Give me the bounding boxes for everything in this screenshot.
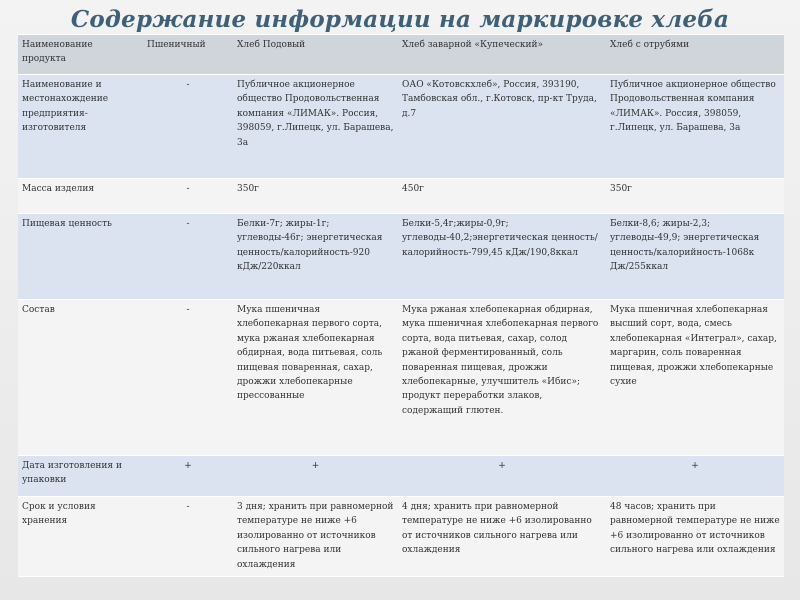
row-label: Наименование и местонахождение предприятия-изготовителя	[18, 75, 143, 179]
slide-title: Содержание информации на маркировке хлеба	[70, 6, 730, 33]
row-label: Дата изготовления и упаковки	[18, 456, 143, 497]
table-cell: -	[143, 497, 233, 577]
bread-labeling-table	[18, 34, 784, 577]
table-cell: -	[143, 75, 233, 179]
table-cell: -	[143, 300, 233, 456]
table-cell: 350г	[606, 179, 784, 214]
table-cell: +	[143, 456, 233, 497]
table-cell: Публичное акционерное общество Продовольственная компания «ЛИМАК». Россия, 398059, г.Липецк, ул. Барашева, 3а	[233, 75, 398, 179]
row-label: Состав	[18, 300, 143, 456]
table-row	[18, 75, 784, 179]
table-cell: Публичное акционерное общество Продовольственная компания «ЛИМАК». Россия, 398059, г.Липецк, ул. Барашева, 3а	[606, 75, 784, 179]
table-cell: 48 часов; хранить при равномерной температуре не ниже +6 изолированно от источников сильного нагрева или охлаждения	[606, 497, 784, 577]
table-row	[18, 300, 784, 456]
table-cell: 350г	[233, 179, 398, 214]
table-cell: +	[606, 456, 784, 497]
header-wheat: Пшеничный	[143, 35, 233, 75]
table-row	[18, 456, 784, 497]
table-row	[18, 179, 784, 214]
row-label: Пищевая ценность	[18, 214, 143, 300]
table-cell: +	[398, 456, 606, 497]
row-label: Срок и условия хранения	[18, 497, 143, 577]
header-row	[18, 35, 784, 75]
table-cell: Мука ржаная хлебопекарная обдирная, мука пшеничная хлебопекарная первого сорта, вода питьевая, сахар, солод ржаной ферментированный, соль поваренная пищевая, дрожжи хлебопекарные, улучшитель «Ибис»; продукт переработки злаков, содержащий глютен.	[398, 300, 606, 456]
table-cell: ОАО «Котовскхлеб», Россия, 393190, Тамбовская обл., г.Котовск, пр-кт Труда, д.7	[398, 75, 606, 179]
table-cell: 4 дня; хранить при равномерной температуре не ниже +6 изолированно от источников сильного нагрева или охлаждения	[398, 497, 606, 577]
header-bran: Хлеб с отрубями	[606, 35, 784, 75]
table-cell: Мука пшеничная хлебопекарная высший сорт, вода, смесь хлебопекарная «Интеграл», сахар, маргарин, соль поваренная пищевая, дрожжи хлебопекарные сухие	[606, 300, 784, 456]
table-cell: Белки-7г; жиры-1г; углеводы-46г; энергетическая ценность/калорийность-920 кДж/220ккал	[233, 214, 398, 300]
header-kupechesky: Хлеб заварной «Купеческий»	[398, 35, 606, 75]
table-cell: Белки-8,6; жиры-2,3; углеводы-49,9; энергетическая ценность/калорийность-1068к Дж/255ккал	[606, 214, 784, 300]
header-podovy: Хлеб Подовый	[233, 35, 398, 75]
table-cell: Белки-5,4г;жиры-0,9г; углеводы-40,2;энергетическая ценность/калорийность-799,45 кДж/190,8ккал	[398, 214, 606, 300]
table-cell: 450г	[398, 179, 606, 214]
header-product-name: Наименование продукта	[18, 35, 143, 75]
table-cell: -	[143, 179, 233, 214]
table-cell: 3 дня; хранить при равномерной температуре не ниже +6 изолированно от источников сильного нагрева или охлаждения	[233, 497, 398, 577]
table-row	[18, 214, 784, 300]
table-cell: -	[143, 214, 233, 300]
table-row	[18, 497, 784, 577]
table-cell: Мука пшеничная хлебопекарная первого сорта, мука ржаная хлебопекарная обдирная, вода питьевая, соль пищевая поваренная, сахар, дрожжи хлебопекарные прессованные	[233, 300, 398, 456]
row-label: Масса изделия	[18, 179, 143, 214]
table-cell: +	[233, 456, 398, 497]
